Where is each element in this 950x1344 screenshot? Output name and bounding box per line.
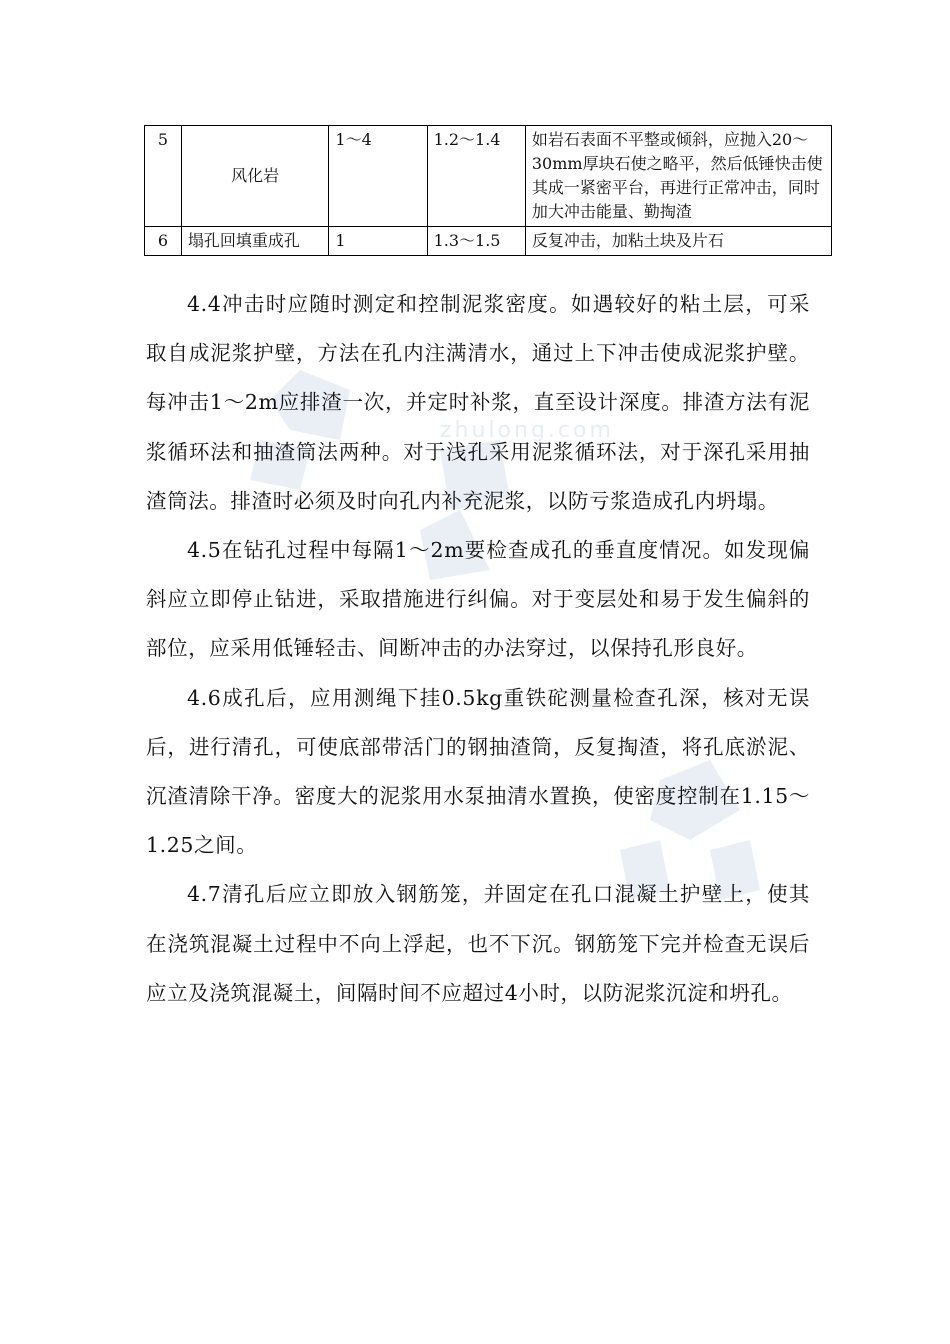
- value-cell: 1～4: [329, 126, 427, 227]
- value-cell: 1.3～1.5: [427, 227, 525, 256]
- table-row: [145, 227, 832, 256]
- remark-cell: 反复冲击，加粘土块及片石: [525, 227, 831, 256]
- body-text: [146, 280, 810, 1018]
- paragraph-4-7: 4.7清孔后应立即放入钢筋笼，并固定在孔口混凝土护壁上，使其在浇筑混凝土过程中不向上浮起，也不下沉。钢筋笼下完并检查无误后应立及浇筑混凝土，间隔时间不应超过4小时，以防泥浆沉淀和坍孔。: [146, 882, 810, 1005]
- paragraph-4-6: 4.6成孔后，应用测绳下挂0.5kg重铁砣测量检查孔深，核对无误后，进行清孔，可使底部带活门的钢抽渣筒，反复掏渣，将孔底淤泥、沉渣清除干净。密度大的泥浆用水泵抽清水置换，使密度控制在1.15～1.25之间。: [146, 685, 810, 858]
- remark-cell: 如岩石表面不平整或倾斜，应抛入20～30mm厚块石使之略平，然后低锤快击使其成一紧密平台，再进行正常冲击，同时加大冲击能量、勤掏渣: [525, 126, 831, 227]
- table-row: [145, 126, 832, 227]
- stratum-cell: 风化岩: [181, 126, 329, 227]
- watermark-text: zhulong.com: [440, 418, 614, 443]
- row-number: 6: [145, 227, 182, 256]
- stratum-cell: 塌孔回填重成孔: [181, 227, 329, 256]
- value-cell: 1.2～1.4: [427, 126, 525, 227]
- value-cell: 1: [329, 227, 427, 256]
- drilling-parameters-table: [144, 125, 832, 256]
- paragraph-4-4: 4.4冲击时应随时测定和控制泥浆密度。如遇较好的粘土层，可采取自成泥浆护壁，方法在孔内注满清水，通过上下冲击使成泥浆护壁。每冲击1～2m应排渣一次，并定时补浆，直至设计深度。排渣方法有泥浆循环法和抽渣筒法两种。对于浅孔采用泥浆循环法，对于深孔采用抽渣筒法。排渣时必须及时向孔内补充泥浆，以防亏浆造成孔内坍塌。: [146, 292, 810, 513]
- paragraph-4-5: 4.5在钻孔过程中每隔1～2m要检查成孔的垂直度情况。如发现偏斜应立即停止钻进，采取措施进行纠偏。对于变层处和易于发生偏斜的部位，应采用低锤轻击、间断冲击的办法穿过，以保持孔形良好。: [146, 538, 810, 661]
- row-number: 5: [145, 126, 182, 227]
